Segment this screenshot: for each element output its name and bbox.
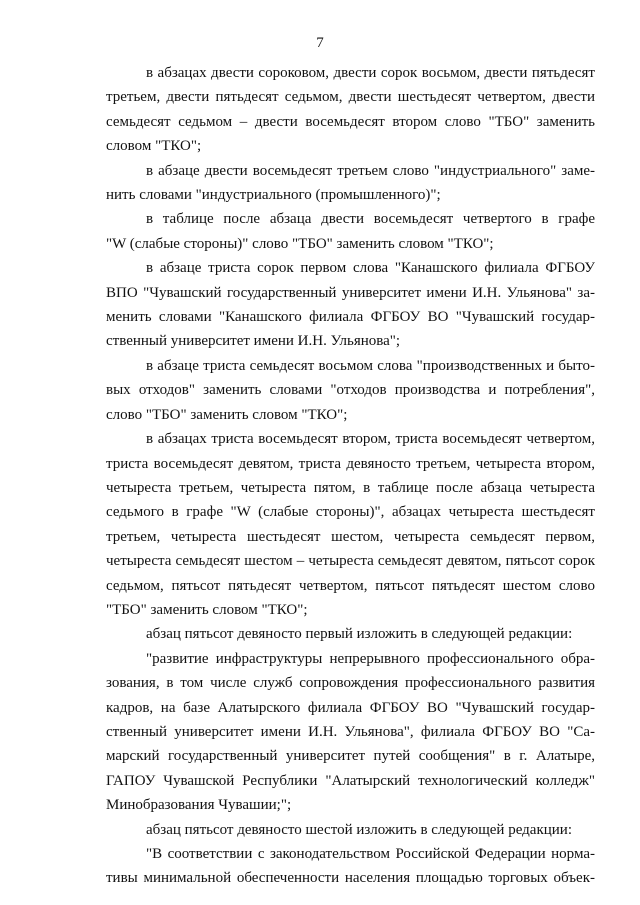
text-line: абзац пятьсот девяносто первый изложить в следующей редакции: <box>146 626 573 643</box>
text-line: в абзаце триста семьдесят восьмом слова "производственных и быто- <box>146 357 595 374</box>
text-line: в абзацах двести сороковом, двести сорок восьмом, двести пятьдесят <box>146 65 595 81</box>
text-line: зования, в том числе служб сопровождения профессионального развития <box>106 675 595 692</box>
paragraph-amend-industrial-283 <box>106 159 595 208</box>
text-line: третьем, четыреста шестьдесят шестом, четыреста семьдесят первом, <box>106 528 595 545</box>
text-line: словом "ТКО"; <box>106 138 202 155</box>
page-number: 7 <box>316 35 324 51</box>
paragraph-amend-table-284 <box>106 207 595 256</box>
paragraph-restate-596-text <box>106 842 595 891</box>
text-line: в абзаце триста сорок первом слова "Канашского филиала ФГБОУ <box>146 260 595 277</box>
paragraph-amend-waste-378 <box>106 354 595 427</box>
text-line: "В соответствии с законодательством Российской Федерации норма- <box>146 846 595 862</box>
text-line: третьем, двести пятьдесят седьмом, двести шестьдесят четвертом, двести <box>106 89 595 106</box>
text-line: четыреста семьдесят шестом – четыреста семьдесят девятом, пятьсот сорок <box>106 553 595 570</box>
text-line: Минобразования Чувашии;"; <box>106 797 292 814</box>
text-line: "ТБО" заменить словом "ТКО"; <box>106 601 308 618</box>
text-line: седьмом, пятьсот пятьдесят четвертом, пятьсот пятьдесят шестом слово <box>106 577 595 594</box>
text-line: тивы минимальной обеспеченности населения площадью торговых объек- <box>106 870 595 887</box>
paragraph-amend-tbo-382 <box>106 427 595 622</box>
text-line: в таблице после абзаца двести восемьдесят четвертого в графе <box>146 211 595 228</box>
text-line: вых отходов" заменить словами "отходов производства и потребления", <box>106 382 595 399</box>
text-line: в абзаце двести восемьдесят третьем слово "индустриального" заме- <box>146 162 595 179</box>
text-line: семьдесят седьмом – двести восемьдесят втором слово "ТБО" заменить <box>106 113 595 130</box>
text-line: ГАПОУ Чувашской Республики "Алатырский технологический колледж" <box>106 772 595 789</box>
text-line: ственный университет имени И.Н. Ульянова"; <box>106 333 401 350</box>
paragraph-amend-tbo-240 <box>106 61 595 159</box>
text-line: триста восемьдесят девятом, триста девяносто третьем, четыреста втором, <box>106 455 595 472</box>
text-line: абзац пятьсот девяносто шестой изложить в следующей редакции: <box>146 821 572 838</box>
text-line: в абзацах триста восемьдесят втором, триста восемьдесят четвертом, <box>146 431 595 448</box>
text-line: кадров, на базе Алатырского филиала ФГБОУ ВО "Чувашский государ- <box>106 699 595 716</box>
paragraph-amend-kanash-341 <box>106 256 595 354</box>
text-line: "W (слабые стороны)" слово "ТБО" заменить словом "ТКО"; <box>106 235 494 252</box>
text-line: менить словами "Канашского филиала ФГБОУ ВО "Чувашский государ- <box>106 309 595 326</box>
text-line: ственный университет имени И.Н. Ульянова", филиала ФГБОУ ВО "Са- <box>106 723 595 740</box>
paragraph-restate-591-text <box>106 647 595 818</box>
paragraph-restate-591-intro <box>106 622 595 646</box>
text-line: нить словами "индустриального (промышленного)"; <box>106 187 441 204</box>
text-line: марский государственный университет путей сообщения" в г. Алатыре, <box>106 748 595 765</box>
text-line: седьмого в графе "W (слабые стороны)", абзацах четыреста шестьдесят <box>106 504 595 521</box>
text-line: ВПО "Чувашский государственный университет имени И.Н. Ульянова" за- <box>106 284 595 301</box>
document-body <box>106 61 595 891</box>
text-line: четыреста третьем, четыреста пятом, в таблице после абзаца четыреста <box>106 479 595 496</box>
paragraph-restate-596-intro <box>106 818 595 842</box>
text-line: "развитие инфраструктуры непрерывного профессионального обра- <box>146 650 595 667</box>
text-line: слово "ТБО" заменить словом "ТКО"; <box>106 406 348 423</box>
